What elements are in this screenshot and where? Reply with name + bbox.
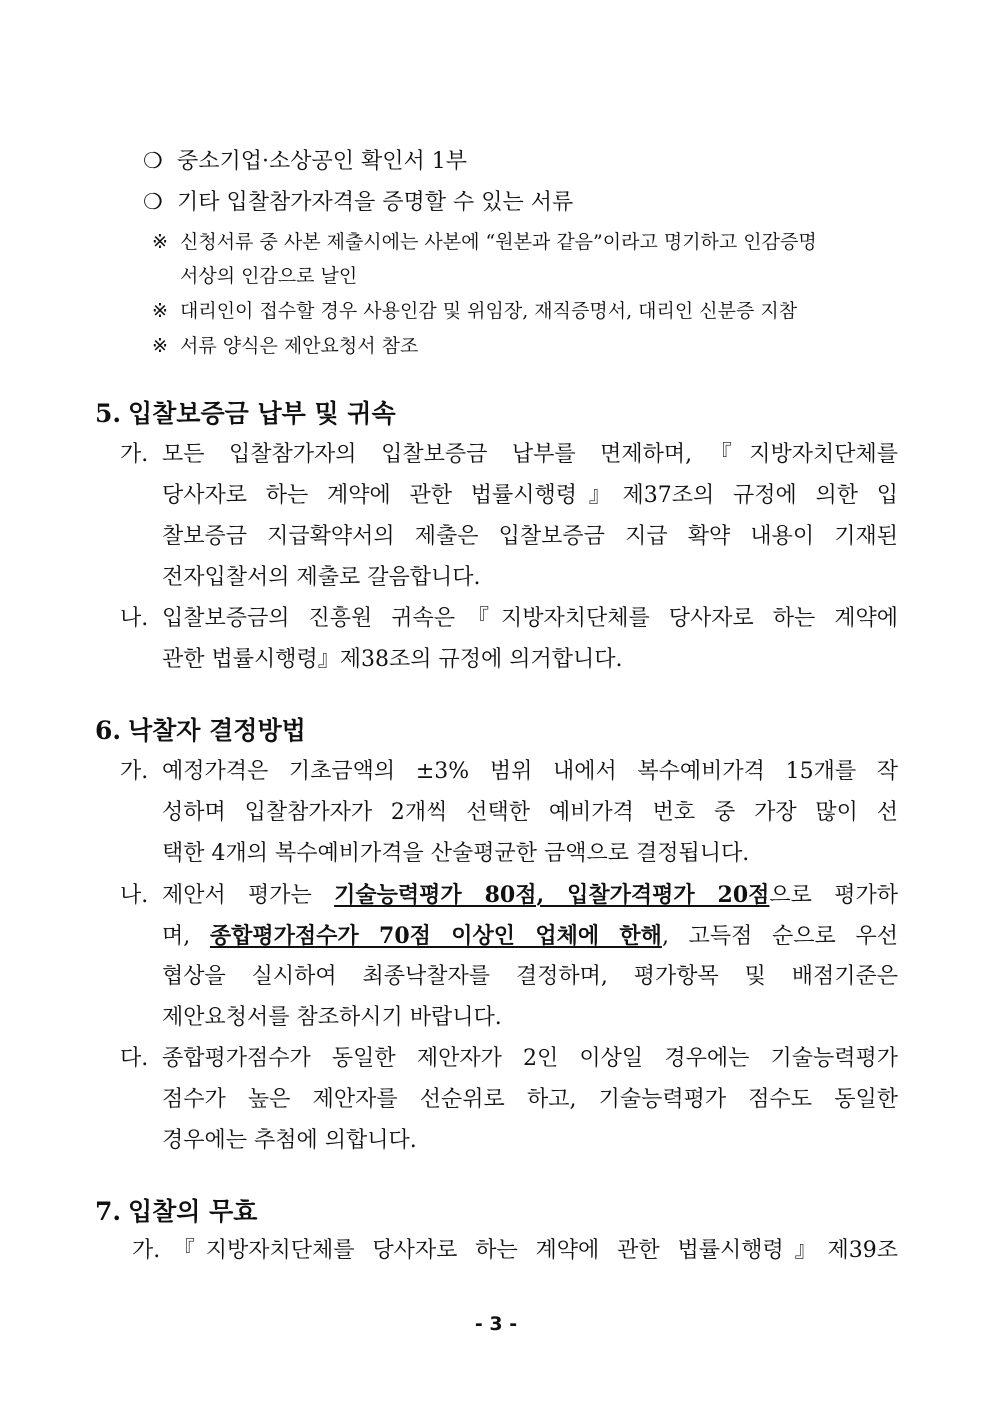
paragraph-text: 종합평가점수가 동일한 제안자가 2인 이상일 경우에는 기술능력평가: [162, 1046, 898, 1071]
paragraph-line: [120, 1048, 898, 1070]
note-text: 대리인이 접수할 경우 사용인감 및 위임장, 재직증명서, 대리인 신분증 지참: [180, 300, 798, 322]
paragraph-line: 관한 법률시행령』제38조의 규정에 의거합니다.: [162, 647, 623, 672]
note-text: 서류 양식은 제안요청서 참조: [180, 335, 419, 357]
note-item: [152, 302, 797, 321]
item-label: 나.: [120, 606, 149, 631]
section-heading: [95, 401, 396, 426]
reference-mark-icon: ※: [152, 231, 168, 253]
paragraph-text: 입찰보증금의 진흥원 귀속은『지방자치단체를 당사자로 하는 계약에: [162, 606, 898, 631]
paragraph-text: 제안서 평가는: [162, 883, 335, 908]
paragraph-line: 성하며 입찰참가자가 2개씩 선택한 예비가격 번호 중 가장 많이 선: [162, 800, 898, 825]
paragraph-line: 제안요청서를 참조하시기 바랍니다.: [162, 1005, 502, 1030]
page-number: - 3 -: [474, 1313, 518, 1335]
bullet-item: [143, 151, 467, 173]
circle-bullet-icon: ❍: [143, 149, 163, 174]
bullet-item: [143, 192, 573, 214]
paragraph-text: 예정가격은 기초금액의 ±3% 범위 내에서 복수예비가격 15개를 작: [162, 759, 898, 784]
section-title: 낙찰자 결정방법: [128, 716, 306, 745]
section-heading: [95, 1199, 257, 1224]
emphasized-text: 기술능력평가 80점, 입찰가격평가 20점: [334, 882, 770, 908]
item-label: 가.: [132, 1238, 161, 1263]
paragraph-text: 『지방자치단체를 당사자로 하는 계약에 관한 법률시행령』제39조: [162, 1238, 898, 1263]
paragraph-line: [120, 884, 898, 907]
circle-bullet-icon: ❍: [143, 190, 163, 215]
paragraph-text: , 고득점 순으로 우선: [661, 924, 898, 949]
section-title: 입찰보증금 납부 및 귀속: [128, 399, 396, 428]
section-number: 5.: [95, 399, 122, 428]
note-text-continued: 서상의 인감으로 날인: [180, 265, 358, 287]
paragraph-line: [120, 444, 898, 466]
paragraph-line: 협상을 실시하여 최종낙찰자를 결정하며, 평가항목 및 배점기준은: [162, 964, 898, 989]
section-number: 6.: [95, 716, 122, 745]
paragraph-line: [162, 925, 898, 948]
reference-mark-icon: ※: [152, 300, 168, 322]
paragraph-line: 경우에는 추첨에 의합니다.: [162, 1128, 417, 1153]
bullet-text: 중소기업·소상공인 확인서 1부: [177, 149, 468, 174]
paragraph-line: [132, 1240, 898, 1262]
section-number: 7.: [95, 1197, 122, 1226]
paragraph-line: 전자입찰서의 제출로 갈음합니다.: [162, 565, 481, 590]
item-label: 나.: [120, 883, 149, 908]
reference-mark-icon: ※: [152, 335, 168, 357]
paragraph-text: 며,: [162, 924, 210, 949]
item-label: 가.: [120, 759, 149, 784]
item-label: 가.: [120, 442, 149, 467]
emphasized-text: 종합평가점수가 70점 이상인 업체에 한해: [209, 923, 662, 949]
paragraph-line: 당사자로 하는 계약에 관한 법률시행령』제37조의 규정에 의한 입: [162, 483, 898, 508]
paragraph-line: 택한 4개의 복수예비가격을 산술평균한 금액으로 결정됩니다.: [162, 841, 750, 866]
paragraph-line: [120, 608, 898, 630]
item-label: 다.: [120, 1046, 149, 1071]
note-item: [152, 337, 418, 356]
paragraph-text: 모든 입찰참가자의 입찰보증금 납부를 면제하며,『지방자치단체를: [162, 442, 898, 467]
paragraph-text: 으로 평가하: [769, 883, 898, 908]
section-title: 입찰의 무효: [128, 1197, 258, 1226]
paragraph-line: 찰보증금 지급확약서의 제출은 입찰보증금 지급 확약 내용이 기재된: [162, 524, 898, 549]
paragraph-line: [120, 761, 898, 783]
section-heading: [95, 718, 306, 743]
bullet-text: 기타 입찰참가자격을 증명할 수 있는 서류: [177, 190, 574, 215]
note-text: 신청서류 중 사본 제출시에는 사본에 “원본과 같음”이라고 명기하고 인감증명: [180, 231, 817, 253]
note-item: [152, 233, 817, 252]
paragraph-line: 점수가 높은 제안자를 선순위로 하고, 기술능력평가 점수도 동일한: [162, 1087, 898, 1112]
